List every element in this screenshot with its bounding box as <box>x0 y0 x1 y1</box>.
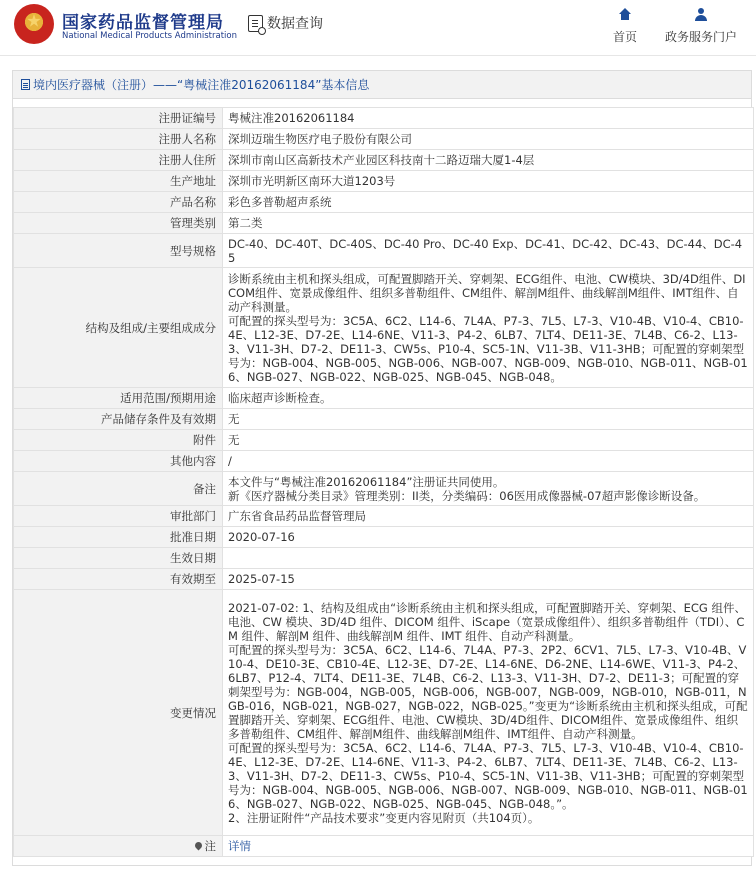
table-row <box>14 430 754 451</box>
site-name-en: National Medical Products Administration <box>62 31 237 41</box>
field-label: 其他内容 <box>14 451 223 472</box>
note-label-cell <box>14 836 223 857</box>
table-row <box>14 527 754 548</box>
table-row <box>14 192 754 213</box>
field-label: 审批部门 <box>14 506 223 527</box>
field-value: 广东省食品药品监督管理局 <box>223 506 754 527</box>
field-value: 无 <box>223 409 754 430</box>
field-value: 2025-07-15 <box>223 569 754 590</box>
field-label: 型号规格 <box>14 234 223 268</box>
table-row <box>14 590 754 836</box>
table-row <box>14 268 754 388</box>
field-value: 诊断系统由主机和探头组成，可配置脚踏开关、穿刺架、ECG组件、电池、CW模块、3D/4D组件、DICOM组件、宽景成像组件、组织多普勒组件、CM组件、解剖M组件、曲线解剖M组件、IMT组件、自动产科测量。 可配置的探头型号为：3C5A、6C2、L14-6、7L4A、P7-3、7L5、L7-3、V10-4B、V10-4、CB10-4E、L12-3E、D7-2E、L14-6NE、V11-3、P4-2、6LB7、7LT4、DE11-3E、7L4B、C6-2、L13-3、V11-3H、D7-2、DE11-3、CW5s、P10-4、SC5-1N、V11-3B、V11-3HB；可配置的穿刺架型号为：NGB-004、NGB-005、NGB-006、NGB-007、NGB-009、NGB-010、NGB-011、NGB-016、NGB-027、NGB-022、NGB-025、NGB-045、NGB-048。 <box>223 268 754 388</box>
field-label: 注 <box>204 839 216 853</box>
table-row <box>14 506 754 527</box>
query-doc-icon <box>248 15 263 32</box>
field-label: 注册人住所 <box>14 150 223 171</box>
nav-gov-services[interactable] <box>660 8 742 45</box>
table-row <box>14 150 754 171</box>
table-row <box>14 451 754 472</box>
field-value: 2020-07-16 <box>223 527 754 548</box>
field-value: 临床超声诊断检查。 <box>223 388 754 409</box>
emblem-logo[interactable] <box>14 4 54 44</box>
field-label: 注册证编号 <box>14 108 223 129</box>
field-label: 结构及组成/主要组成成分 <box>14 268 223 388</box>
field-value: 粤械注准20162061184 <box>223 108 754 129</box>
field-label: 批准日期 <box>14 527 223 548</box>
table-row <box>14 213 754 234</box>
doc-icon <box>21 79 30 90</box>
field-value: / <box>223 451 754 472</box>
field-value: 无 <box>223 430 754 451</box>
nav-gov-services-label: 政务服务门户 <box>664 30 737 44</box>
field-value: 第二类 <box>223 213 754 234</box>
data-query-link[interactable] <box>248 13 323 33</box>
table-row <box>14 129 754 150</box>
data-query-label: 数据查询 <box>267 16 323 32</box>
user-icon <box>694 8 708 22</box>
field-label: 产品储存条件及有效期 <box>14 409 223 430</box>
detail-table <box>13 107 754 857</box>
site-header <box>0 0 756 56</box>
table-row <box>14 409 754 430</box>
table-row <box>14 569 754 590</box>
field-label: 生效日期 <box>14 548 223 569</box>
field-label: 产品名称 <box>14 192 223 213</box>
nav-home[interactable] <box>608 8 642 45</box>
table-row <box>14 548 754 569</box>
panel-title-bar <box>13 71 751 99</box>
table-row <box>14 472 754 506</box>
field-label: 管理类别 <box>14 213 223 234</box>
field-value: DC-40、DC-40T、DC-40S、DC-40 Pro、DC-40 Exp、DC-41、DC-42、DC-43、DC-44、DC-45 <box>223 234 754 268</box>
field-value: 2021-07-02: 1、结构及组成由“诊断系统由主机和探头组成，可配置脚踏开关、穿刺架、ECG 组件、电池、CW 模块、3D/4D 组件、DICOM 组件、iScape（宽景成像组件）、组织多普勒组件（TDI）、CM 组件、解剖M 组件、曲线解剖M 组件、IMT 组件、自动产科测量。 可配置的探头型号为：3C5A、6C2、L14-6、7L4A、P7-3、2P2、6CV1、7L5、L7-3、V10-4B、V10-4、DE10-3E、CB10-4E、L12-3E、D7-2E、L14-6NE、D6-2NE、L14-6WE、V11-3、P4-2、6LB7、P12-4、7LT4、DE11-3E、7L4B、C6-2、L13-3、V11-3H、D7-2、DE11-3；可配置的穿刺架型号为：NGB-004，NGB-005，NGB-006，NGB-007，NGB-009，NGB-010，NGB-011，NGB-016，NGB-021，NGB-027，NGB-022，NGB-025。”变更为“诊断系统由主机和探头组成，可配置脚踏开关、穿刺架、ECG组件、电池、CW模块、3D/4D组件、DICOM组件、宽景成像组件、组织多普勒组件、CM组件、解剖M组件、曲线解剖M组件、IMT组件、自动产科测量。 可配置的探头型号为：3C5A、6C2、L14-6、7L4A、P7-3、7L5、L7-3、V10-4B、V10-4、CB10-4E、L12-3E、D7-2E、L14-6NE、V11-3、P4-2、6LB7、7LT4、DE11-3E、7L4B、C6-2、L13-3、V11-3H、D7-2、DE11-3、CW5s、P10-4、SC5-1N、V11-3B、V11-3HB；可配置的穿刺架型号为：NGB-004、NGB-005、NGB-006、NGB-007、NGB-009、NGB-010、NGB-011、NGB-016、NGB-027、NGB-022、NGB-025、NGB-045、NGB-048。”。 2、注册证附件“产品技术要求”变更内容见附页（共104页）。 <box>223 590 754 836</box>
note-value-cell <box>223 836 754 857</box>
field-label: 适用范围/预期用途 <box>14 388 223 409</box>
field-value: 深圳市光明新区南环大道1203号 <box>223 171 754 192</box>
field-value: 深圳迈瑞生物医疗电子股份有限公司 <box>223 129 754 150</box>
table-row <box>14 388 754 409</box>
table-row <box>14 171 754 192</box>
details-link[interactable]: 详情 <box>228 839 251 853</box>
field-value: 本文件与“粤械注准20162061184”注册证共同使用。 新《医疗器械分类目录》管理类别：II类，分类编码：06医用成像器械-07超声影像诊断设备。 <box>223 472 754 506</box>
field-label: 备注 <box>14 472 223 506</box>
table-row <box>14 108 754 129</box>
panel-title: 境内医疗器械（注册）——“粤械注准20162061184”基本信息 <box>33 78 370 92</box>
home-icon <box>618 8 632 22</box>
field-label: 变更情况 <box>14 590 223 836</box>
field-label: 生产地址 <box>14 171 223 192</box>
field-label: 注册人名称 <box>14 129 223 150</box>
field-value: 彩色多普勒超声系统 <box>223 192 754 213</box>
nav-home-label: 首页 <box>612 30 637 44</box>
site-name-cn[interactable]: 国家药品监督管理局 <box>62 13 224 33</box>
field-value <box>223 548 754 569</box>
field-label: 附件 <box>14 430 223 451</box>
table-row <box>14 836 754 857</box>
pin-icon <box>193 841 203 851</box>
field-label: 有效期至 <box>14 569 223 590</box>
table-row <box>14 234 754 268</box>
field-value: 深圳市南山区高新技术产业园区科技南十二路迈瑞大厦1-4层 <box>223 150 754 171</box>
detail-panel <box>12 70 752 866</box>
